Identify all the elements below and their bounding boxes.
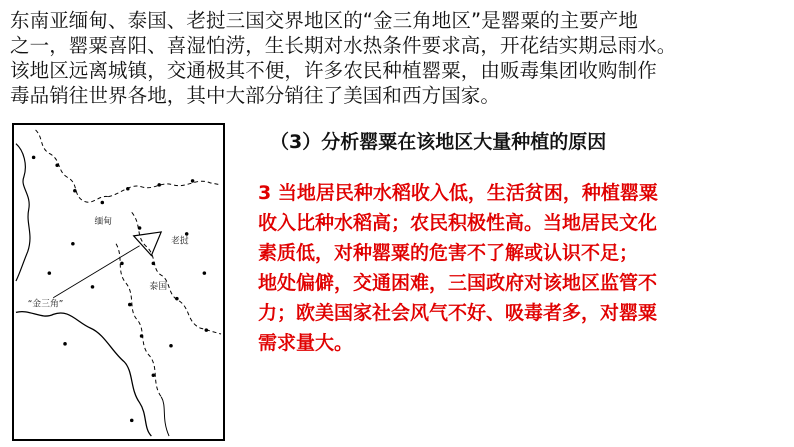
map-border-line [36,130,109,202]
answer-line: 3 当地居民种水稻收入低，生活贫困，种植罂粟 [258,182,658,204]
label-thailand: 泰国 [149,281,168,292]
answer-line: 需求量大。 [258,332,354,354]
map-drawing [14,125,223,439]
intro-line: 之一，罂粟喜阳、喜湿怕涝，生长期对水热条件要求高，开花结实期忌雨水。 [10,34,677,57]
map-border-line [16,144,30,281]
intro-line: 毒品销往世界各地，其中大部分销往了美国和西方国家。 [10,84,501,107]
golden-triangle-outline [134,232,161,256]
label-laos: 老挝 [170,236,189,247]
golden-triangle-pointer [53,246,139,298]
intro-line: 东南亚缅甸、泰国、老挝三国交界地区的“金三角地区”是罂粟的主要产地 [10,9,639,32]
answer-line: 地处偏僻，交通困难，三国政府对该地区监管不 [258,272,658,294]
map-border-line [108,181,221,196]
answer-text [258,178,788,358]
intro-line: 该地区远离城镇，交通极其不便，许多农民种植罂粟，由贩毒集团收购制作 [10,59,657,82]
golden-triangle-map [12,123,225,441]
answer-line: 素质低，对种罂粟的危害不了解或认识不足； [258,242,639,264]
answer-line: 力；欧美国家社会风气不好、吸毒者多，对罂粟 [258,302,658,324]
map-coastline [16,312,151,436]
answer-line: 收入比种水稻高；农民积极性高。当地居民文化 [258,212,658,234]
label-golden-triangle: “金三角” [27,299,64,310]
question-heading: （3）分析罂粟在该地区大量种植的原因 [270,131,607,153]
map-border-line [132,212,221,334]
map-river [161,397,169,436]
label-myanmar: 缅甸 [94,217,113,228]
intro-paragraph [10,8,788,108]
